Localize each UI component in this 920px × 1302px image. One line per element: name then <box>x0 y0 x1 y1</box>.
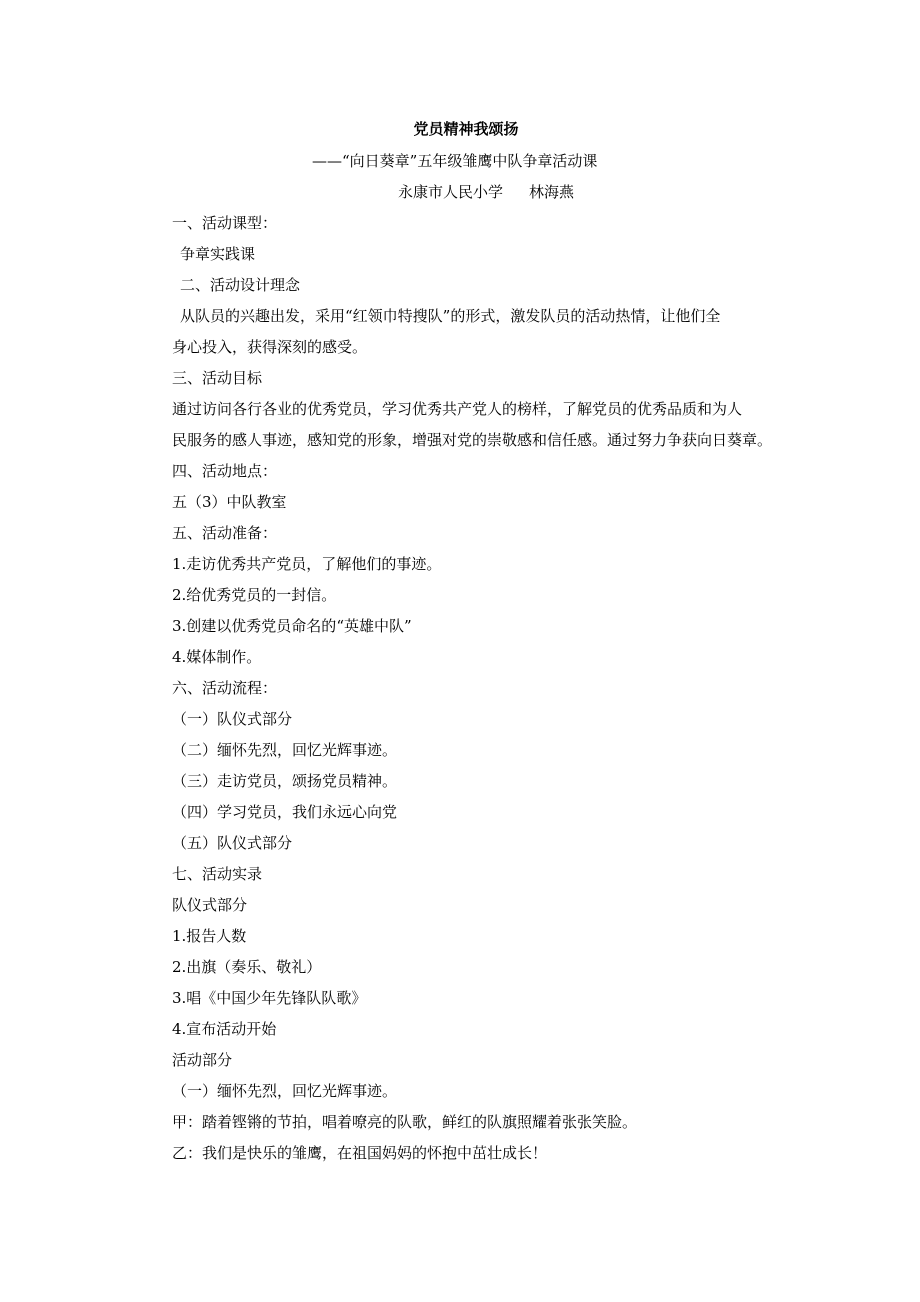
list-item: 2.出旗（奏乐、敬礼） <box>172 958 322 976</box>
list-item: （四）学习党员，我们永远心向党 <box>172 803 398 821</box>
list-item: 3.创建以优秀党员命名的“英雄中队” <box>172 617 412 635</box>
section-heading: 四、活动地点： <box>172 462 278 480</box>
dialogue-line: 甲：踏着铿锵的节拍，唱着嘹亮的队歌，鲜红的队旗照耀着张张笑脸。 <box>172 1113 638 1131</box>
list-item: （二）缅怀先烈，回忆光辉事迹。 <box>172 741 398 759</box>
list-item: （三）走访党员，颂扬党员精神。 <box>172 772 398 790</box>
list-item: 3.唱《中国少年先锋队队歌》 <box>172 989 367 1007</box>
section-heading: 六、活动流程： <box>172 679 278 697</box>
list-item: 1.走访优秀共产党员，了解他们的事迹。 <box>172 555 442 573</box>
body-line: 队仪式部分 <box>172 896 248 914</box>
school-name: 永康市人民小学 <box>398 183 504 201</box>
document-title: 党员精神我颂扬 <box>413 120 519 138</box>
list-item: 2.给优秀党员的一封信。 <box>172 586 337 604</box>
body-line: 身心投入，获得深刻的感受。 <box>172 338 368 356</box>
list-item: （五）队仪式部分 <box>172 834 293 852</box>
body-line: 五（3）中队教室 <box>172 493 287 511</box>
list-item: 4.宣布活动开始 <box>172 1020 277 1038</box>
document-subtitle: ——“向日葵章”五年级雏鹰中队争章活动课 <box>312 152 598 170</box>
dialogue-line: 乙：我们是快乐的雏鹰，在祖国妈妈的怀抱中茁壮成长！ <box>172 1144 548 1162</box>
list-item: 1.报告人数 <box>172 927 247 945</box>
body-line: 从队员的兴趣出发，采用“红领巾特搜队”的形式，激发队员的活动热情，让他们全 <box>180 307 721 325</box>
section-heading: 七、活动实录 <box>172 865 263 883</box>
author-name: 林海燕 <box>529 183 575 201</box>
section-heading: 二、活动设计理念 <box>180 276 301 294</box>
list-item: （一）缅怀先烈，回忆光辉事迹。 <box>172 1082 398 1100</box>
body-line: 通过访问各行各业的优秀党员，学习优秀共产党人的榜样，了解党员的优秀品质和为人 <box>172 400 743 418</box>
body-line: 争章实践课 <box>180 245 256 263</box>
list-item: （一）队仪式部分 <box>172 710 293 728</box>
section-heading: 三、活动目标 <box>172 369 263 387</box>
list-item: 4.媒体制作。 <box>172 648 262 666</box>
body-line: 活动部分 <box>172 1051 233 1069</box>
section-heading: 五、活动准备： <box>172 524 278 542</box>
body-line: 民服务的感人事迹，感知党的形象，增强对党的崇敬感和信任感。通过努力争获向日葵章。 <box>172 431 773 449</box>
section-heading: 一、活动课型： <box>172 214 278 232</box>
author-line <box>398 183 574 201</box>
